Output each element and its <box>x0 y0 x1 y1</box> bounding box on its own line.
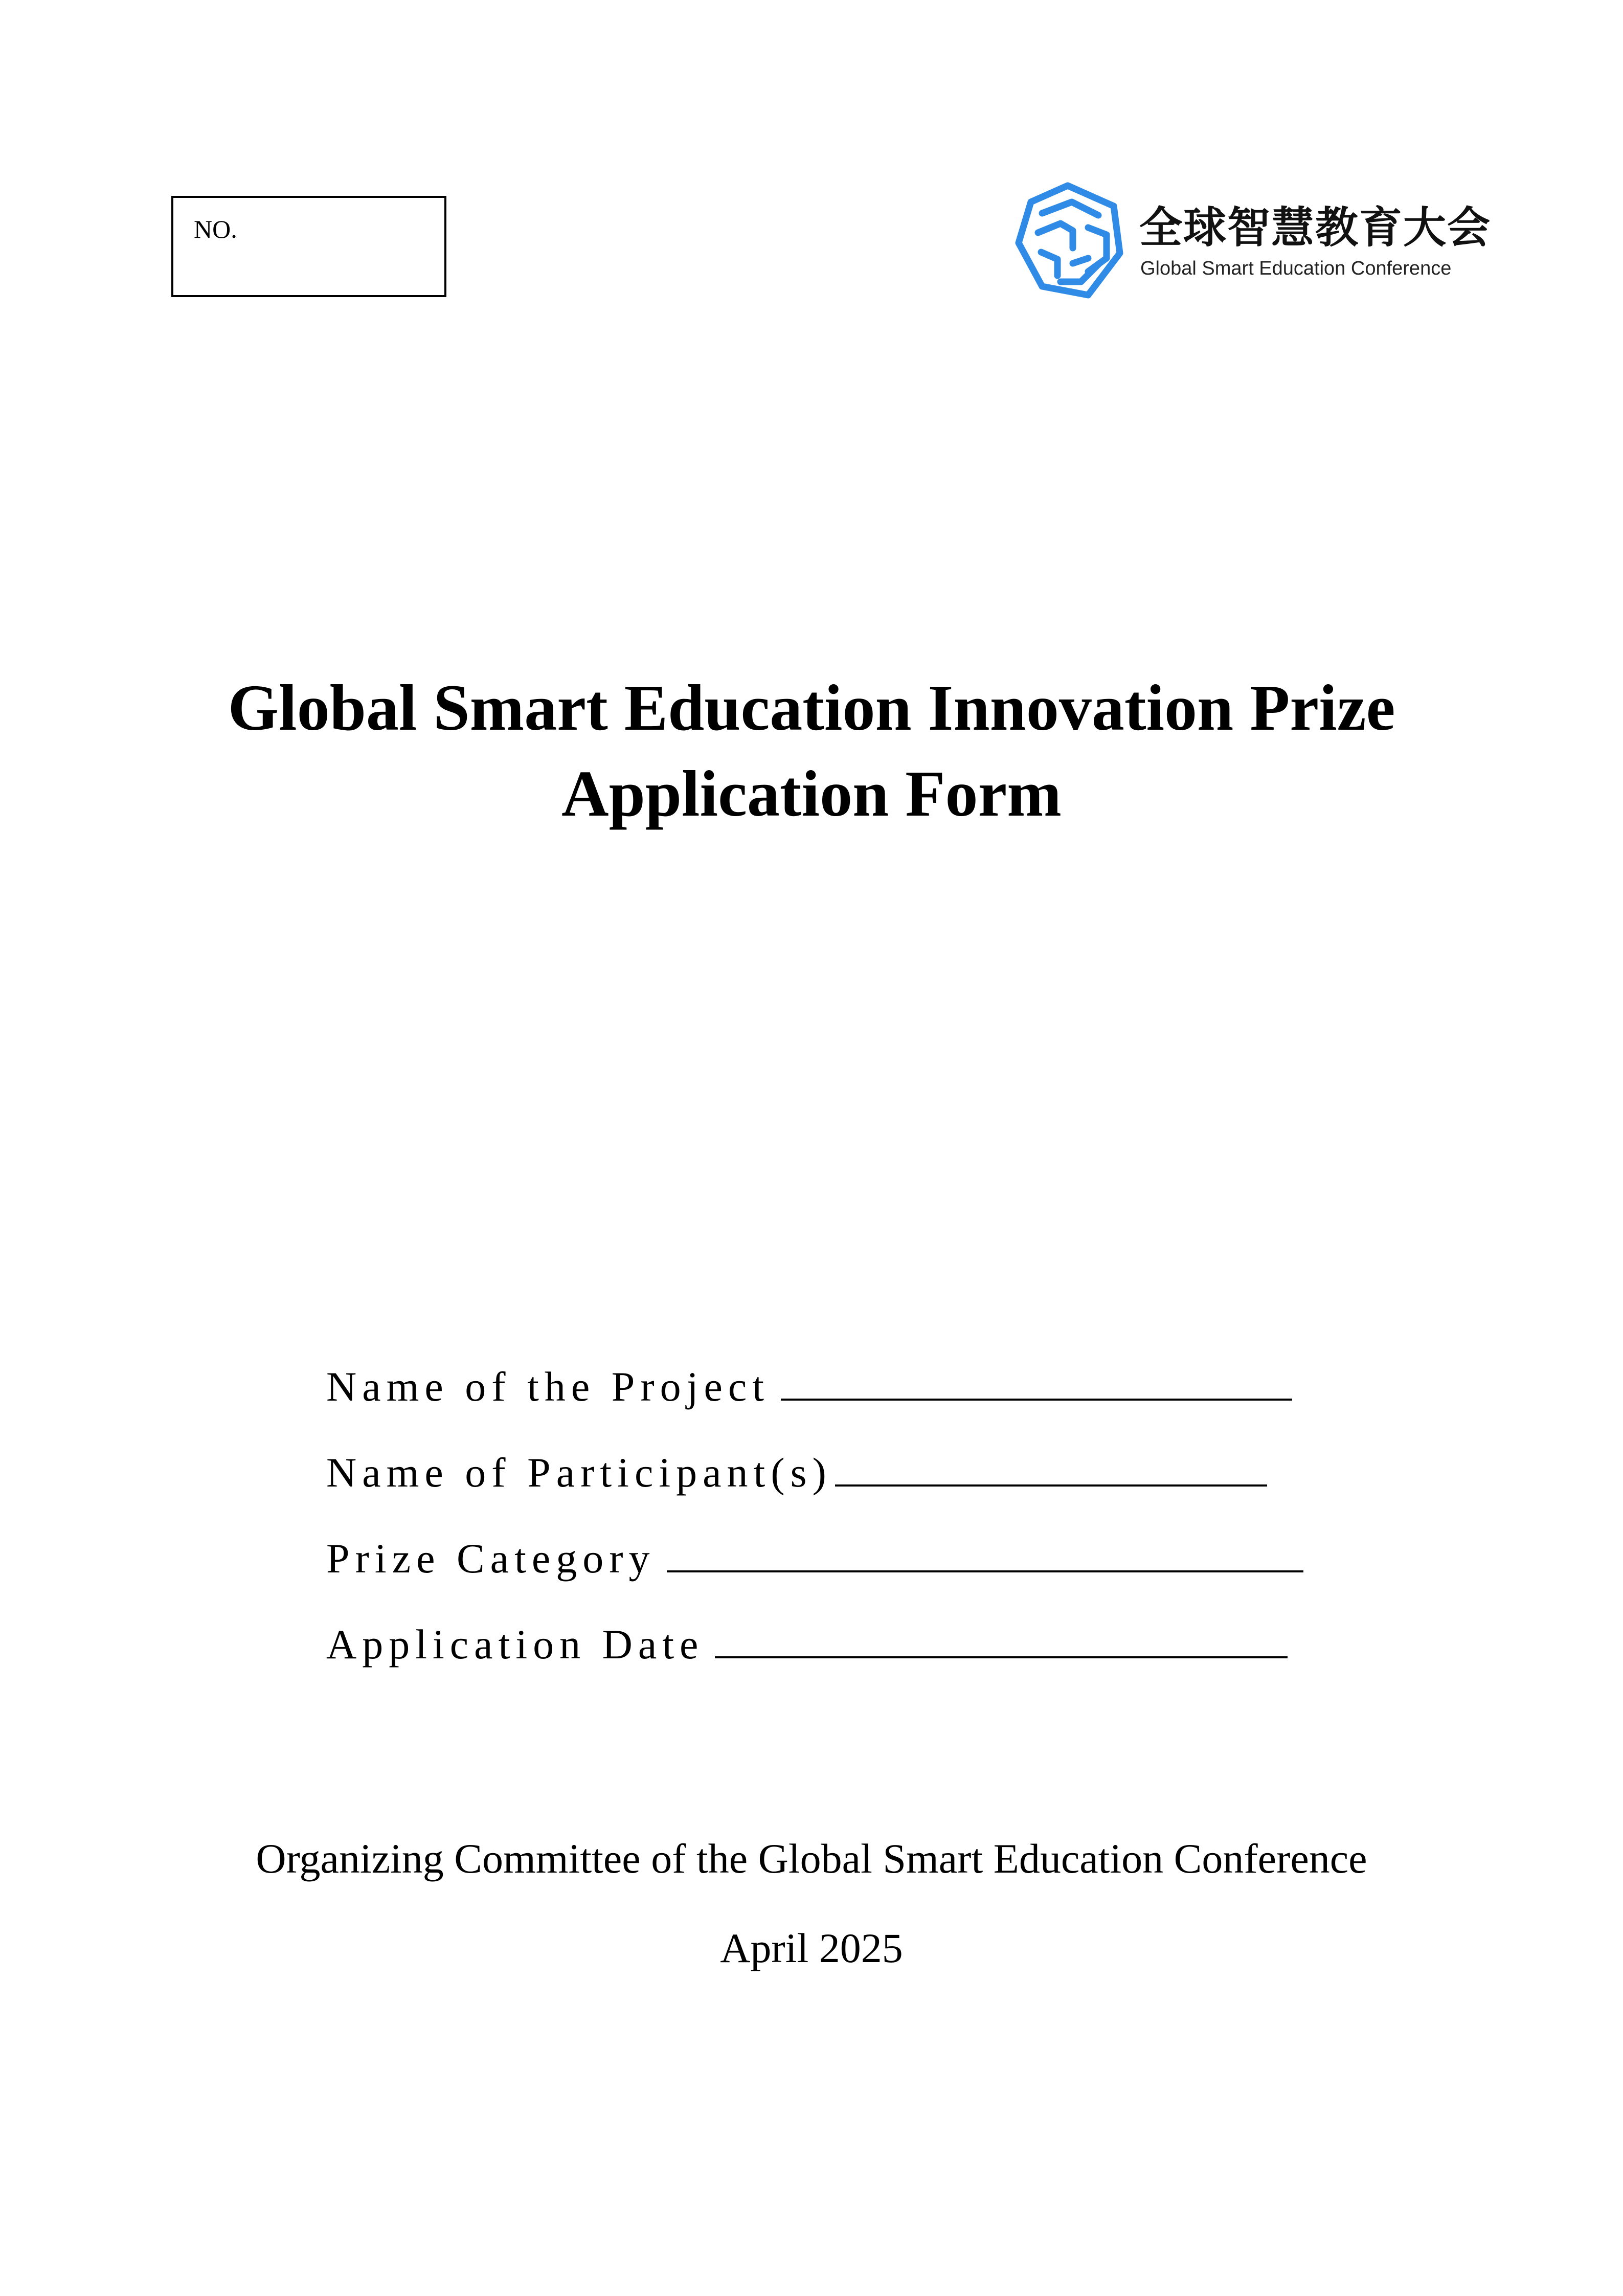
serial-number-label: NO. <box>194 215 237 243</box>
field-label: Name of Participant(s) <box>326 1449 832 1496</box>
field-prize-category <box>326 1535 1349 1620</box>
title-line-2: Application Form <box>561 757 1062 830</box>
form-title <box>0 665 1623 837</box>
application-date-blank[interactable] <box>715 1620 1288 1658</box>
gsec-cube-logo-icon <box>1011 182 1129 299</box>
conference-logo <box>1011 182 1492 299</box>
issue-date: April 2025 <box>720 1925 903 1971</box>
participants-blank[interactable] <box>835 1449 1267 1487</box>
field-label: Name of the Project <box>326 1363 770 1410</box>
project-name-blank[interactable] <box>781 1363 1292 1401</box>
prize-category-blank[interactable] <box>667 1535 1303 1572</box>
field-label: Prize Category <box>326 1535 656 1582</box>
field-project-name <box>326 1363 1349 1449</box>
logo-english-name: Global Smart Education Conference <box>1140 258 1452 279</box>
field-label: Application Date <box>326 1621 704 1668</box>
organizer-name: Organizing Committee of the Global Smart Education Conference <box>256 1835 1367 1882</box>
application-fields <box>326 1363 1349 1706</box>
field-participants <box>326 1449 1349 1535</box>
logo-chinese-name: 全球智慧教育大会 <box>1139 202 1492 253</box>
serial-number-box <box>171 196 446 297</box>
title-line-1: Global Smart Education Innovation Prize <box>228 671 1395 744</box>
field-application-date <box>326 1620 1349 1706</box>
